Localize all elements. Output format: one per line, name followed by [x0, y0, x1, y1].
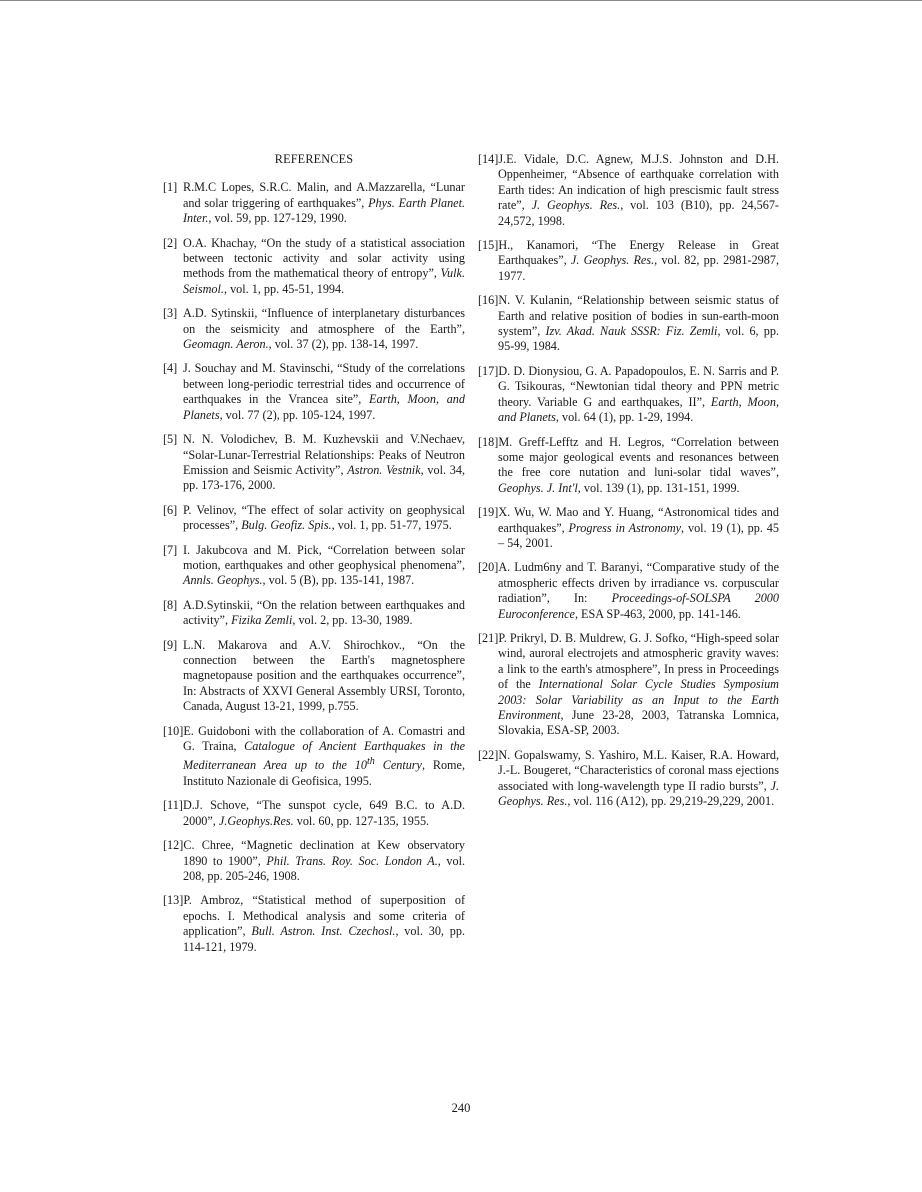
reference-text: D. D. Dionysiou, G. A. Papadopoulos, E. N. Sarris and P. G. Tsikouras, “Newtonian tidal theory and PPN metric theory. Variable G and earthquakes, II”, [498, 363, 779, 409]
reference-number: [17] [478, 363, 499, 378]
reference-text: , vol. 139 (1), pp. 131-151, 1999. [577, 480, 740, 495]
reference-text: N. V. Kulanin, “Relationship between seismic status of Earth and relative position of bodies in sun-earth-moon system”, [498, 293, 779, 339]
reference-italic-text: J.Geophys.Res. [218, 813, 294, 828]
reference-entry [163, 432, 465, 494]
reference-text: P. Velinov, “The effect of solar activity on geophysical processes”, [183, 502, 465, 533]
reference-text: J.E. Vidale, D.C. Agnew, M.J.S. Johnston and D.H. Oppenheimer, “Absence of earthquake correlation with Earth tides: An indication of high prescismic fault stress rate”, [498, 152, 779, 213]
reference-text: vol. 60, pp. 127-135, 1955. [293, 813, 430, 828]
reference-italic-text: Phys. Earth Planet. Inter. [183, 195, 466, 226]
reference-italic-text: Geophys. J. Int'l [498, 480, 578, 495]
reference-italic-text: Astron. Vestnik [347, 462, 421, 477]
reference-italic-text: International Solar Cycle Studies Symposium 2003: Solar Variability as an Input to the Earth Environment [498, 677, 779, 722]
reference-italic-text: Geomagn. Aeron. [183, 337, 269, 352]
right-reference-list [478, 152, 779, 809]
reference-entry [163, 798, 465, 829]
reference-text: D.J. Schove, “The sunspot cycle, 649 B.C. to A.D. 2000”, [183, 798, 465, 828]
reference-entry [163, 503, 465, 534]
reference-number: [5] [163, 432, 178, 447]
reference-text: , vol. 103 (B10), pp. 24,567-24,572, 1998. [498, 198, 779, 228]
reference-number: [3] [163, 306, 178, 321]
reference-text: , vol. 1, pp. 45-51, 1994. [223, 281, 345, 296]
reference-italic-text: th [366, 756, 375, 768]
reference-entry [163, 638, 465, 715]
reference-number: [15] [478, 238, 499, 253]
reference-number: [10] [163, 723, 184, 738]
reference-italic-text: Fizika Zemli [231, 613, 293, 628]
reference-number: [12] [163, 838, 184, 853]
reference-text: X. Wu, W. Mao and Y. Huang, “Astronomical tides and earthquakes”, [498, 505, 779, 535]
reference-text: , Rome, Instituto Nazionale di Geofisica, 1995. [183, 758, 465, 788]
reference-text: R.M.C Lopes, S.R.C. Malin, and A.Mazzarella, “Lunar and solar triggering of earthquakes”, [183, 180, 465, 210]
reference-entry [478, 238, 779, 284]
reference-italic-text: Progress in Astronomy [568, 520, 682, 535]
reference-number: [14] [478, 152, 499, 166]
reference-italic-text: Bulg. Geofiz. Spis. [241, 518, 332, 533]
reference-number: [6] [163, 502, 178, 517]
reference-entry [163, 180, 465, 226]
reference-italic-text: Izv. Akad. Nauk SSSR: Fiz. Zemli [545, 324, 718, 339]
reference-text: , ESA SP-463, 2000, pp. 141-146. [574, 606, 741, 621]
reference-number: [9] [163, 637, 178, 652]
top-rule [0, 0, 922, 1]
reference-text: , vol. 59, pp. 127-129, 1990. [208, 211, 347, 226]
reference-number: [8] [163, 597, 178, 612]
reference-italic-text: Annls. Geophys. [183, 573, 263, 588]
reference-number: [13] [163, 893, 184, 908]
reference-text: J. Souchay and M. Stavinschi, “Study of the correlations between long-periodic terrestrial tides and occurrence of earthquakes in the Vrancea site”, [183, 361, 465, 407]
reference-text: , vol. 34, pp. 173-176, 2000. [183, 462, 465, 493]
reference-number: [4] [163, 361, 178, 376]
reference-entry [478, 364, 779, 426]
reference-entry [163, 361, 465, 423]
reference-text: , vol. 5 (B), pp. 135-141, 1987. [262, 573, 415, 588]
reference-text: , vol. 1, pp. 51-77, 1975. [331, 518, 452, 533]
reference-italic-text: Century [374, 758, 422, 773]
reference-text: N. Gopalswamy, S. Yashiro, M.L. Kaiser, R.A. Howard, J.-L. Bougeret, “Characteristics of coronal mass ejections associated with long-wavelength type II radio bursts”, [498, 747, 779, 793]
reference-entry [478, 505, 779, 551]
reference-number: [11] [163, 798, 183, 813]
reference-number: [20] [478, 560, 499, 575]
reference-text: E. Guidoboni with the collaboration of A. Comastri and G. Traina, [183, 723, 465, 753]
reference-entry [478, 560, 779, 622]
reference-entry [163, 306, 465, 352]
reference-entry [163, 724, 465, 790]
reference-italic-text: Catalogue of Ancient Earthquakes in the Mediterranean Area up to the 10 [183, 739, 465, 773]
reference-number: [19] [478, 505, 499, 520]
reference-text: P. Ambroz, “Statistical method of superposition of epochs. I. Methodical analysis and some criteria of application”, [183, 893, 465, 939]
reference-entry [163, 838, 465, 884]
reference-entry [478, 631, 779, 739]
reference-number: [18] [478, 434, 499, 449]
reference-text: L.N. Makarova and A.V. Shirochkov., “On the connection between the Earth's magnetosphere magnetopause position and the earthquakes occurrence”, In: Abstracts of XXVI General Assembly URSI, Toronto, Canada, August 13-21, 1999, p.755. [183, 637, 465, 714]
page-number: 240 [451, 1101, 471, 1115]
reference-italic-text: Proceedings-of-SOLSPA 2000 Euroconference [498, 591, 779, 621]
reference-italic-text: J. Geophys. Res. [531, 198, 621, 213]
left-reference-list [163, 180, 465, 955]
reference-text: , vol. 19 (1), pp. 45 – 54, 2001. [498, 520, 779, 550]
reference-italic-text: Phil. Trans. Roy. Soc. London A. [266, 853, 438, 868]
reference-text: N. N. Volodichev, B. M. Kuzhevskii and V.Nechaev, “Solar-Lunar-Terrestrial Relationships: Peaks of Neutron Emission and Seismic Activity”, [183, 432, 465, 477]
reference-number: [1] [163, 180, 178, 195]
reference-italic-text: Vulk. Seismol. [183, 266, 465, 296]
reference-entry [163, 893, 465, 955]
reference-text: A. Ludm6ny and T. Baranyi, “Comparative study of the atmospheric effects driven by irradiance vs. corpuscular radiation”, In: [498, 560, 779, 606]
reference-number: [7] [163, 542, 178, 557]
reference-entry [163, 598, 465, 629]
reference-number: [2] [163, 235, 178, 250]
reference-text: , vol. 37 (2), pp. 138-14, 1997. [268, 337, 419, 352]
reference-entry [478, 435, 779, 497]
reference-text: A.D.Sytinskii, “On the relation between earthquakes and activity”, [183, 597, 465, 628]
reference-text: , vol. 77 (2), pp. 105-124, 1997. [219, 407, 376, 422]
reference-italic-text: J. Geophys. Res. [498, 778, 779, 809]
reference-entry [163, 236, 465, 298]
reference-text: I. Jakubcova and M. Pick, “Correlation between solar motion, earthquakes and other geophysical phenomena”, [183, 542, 465, 572]
reference-entry [163, 543, 465, 589]
reference-italic-text: Earth, Moon, and Planets [498, 394, 779, 425]
reference-text: , vol. 2, pp. 13-30, 1989. [292, 613, 413, 628]
references-heading: REFERENCES [274, 152, 354, 166]
reference-text: , vol. 208, pp. 205-246, 1908. [183, 853, 466, 883]
reference-entry [478, 293, 779, 355]
reference-entry [478, 152, 779, 229]
reference-entry [478, 748, 779, 810]
reference-italic-text: J. Geophys. Res. [570, 253, 655, 268]
reference-text: , vol. 116 (A12), pp. 29,219-29,229, 2001. [567, 794, 775, 809]
reference-text: M. Greff-Lefftz and H. Legros, “Correlation between some major geological events and resonances between the free core nutation and luni-solar tidal waves”, [498, 434, 779, 480]
reference-text: , June 23-28, 2003, Tatranska Lomnica, Slovakia, ESA-SP, 2003. [498, 708, 779, 738]
reference-text: C. Chree, “Magnetic declination at Kew observatory 1890 to 1900”, [183, 838, 465, 868]
reference-text: , vol. 64 (1), pp. 1-29, 1994. [555, 410, 694, 425]
reference-number: [16] [478, 293, 499, 308]
reference-text: P. Prikryl, D. B. Muldrew, G. J. Sofko, “High-speed solar wind, auroral electrojets and atmospheric gravity waves: a link to the earth's atmosphere”, In press in Proceedings of the [498, 630, 779, 692]
reference-number: [21] [478, 630, 499, 645]
reference-text: , vol. 30, pp. 114-121, 1979. [183, 924, 465, 954]
reference-number: [22] [478, 747, 499, 762]
right-column [478, 152, 779, 818]
reference-text: A.D. Sytinskii, “Influence of interplanetary disturbances on the seismicity and atmosphere of the Earth”, [183, 306, 465, 336]
reference-text: H., Kanamori, “The Energy Release in Great Earthquakes”, [498, 238, 779, 268]
reference-text: O.A. Khachay, “On the study of a statistical association between tectonic activity and solar activity using methods from the mathematical theory of entropy”, [183, 235, 465, 281]
reference-text: , vol. 6, pp. 95-99, 1984. [498, 324, 780, 354]
reference-italic-text: Earth, Moon, and Planets [183, 392, 465, 422]
reference-text: , vol. 82, pp. 2981-2987, 1977. [498, 253, 779, 283]
reference-italic-text: Bull. Astron. Inst. Czechosl. [251, 924, 396, 939]
left-column [163, 152, 465, 964]
